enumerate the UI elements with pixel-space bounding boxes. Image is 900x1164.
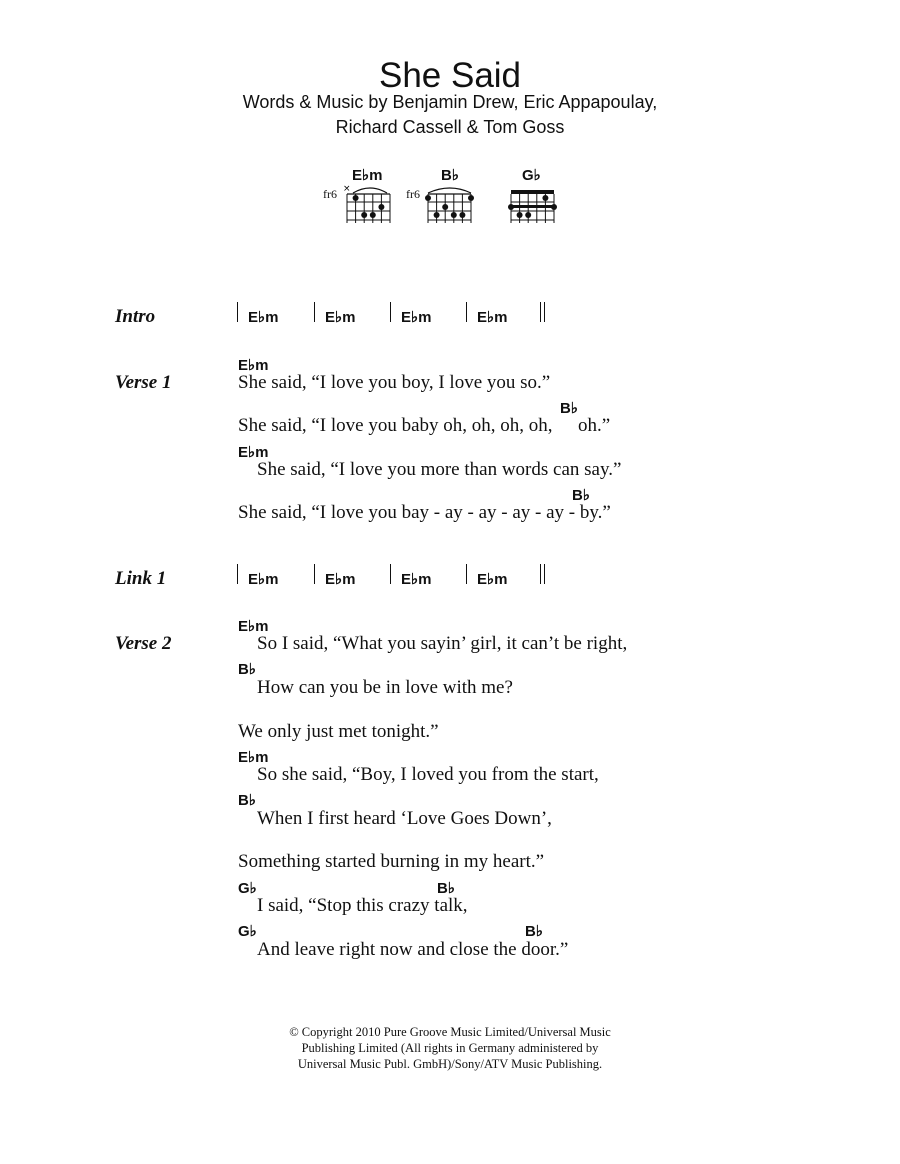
lyric-line: She said, “I love you baby oh, oh, oh, oh,: [238, 415, 553, 436]
final-barline: [540, 564, 545, 584]
bar-chord: E♭m: [248, 571, 279, 588]
barline: [314, 564, 315, 584]
barline: [237, 302, 238, 322]
bar-chord: E♭m: [401, 309, 432, 326]
chord-symbol: B♭: [525, 923, 543, 940]
chord-symbol: B♭: [238, 792, 256, 809]
chord-symbol: B♭: [560, 400, 578, 417]
final-barline: [540, 302, 545, 322]
chord-symbol: E♭m: [238, 357, 269, 374]
lyric-line: She said, “I love you more than words can say.”: [257, 459, 622, 480]
copyright-line: Publishing Limited (All rights in Germany administered by: [301, 1041, 599, 1055]
chord-symbol: G♭: [238, 880, 257, 897]
lyric-line: We only just met tonight.”: [238, 721, 439, 742]
lyric-line: She said, “I love you boy, I love you so.”: [238, 372, 551, 393]
copyright-line: Universal Music Publ. GmbH)/Sony/ATV Music Publishing.: [297, 1057, 603, 1071]
lyric-line: She said, “I love you bay - ay - ay - ay - ay - by.”: [238, 502, 611, 523]
lyric-line: So I said, “What you sayin’ girl, it can’t be right,: [257, 633, 628, 654]
lyric-line: I said, “Stop this crazy talk,: [257, 895, 468, 916]
lyric-line: Something started burning in my heart.”: [238, 851, 545, 872]
lyric-line: So she said, “Boy, I loved you from the start,: [257, 764, 599, 785]
chord-diagram-bb: [422, 182, 478, 226]
lyric-line: When I first heard ‘Love Goes Down’,: [257, 808, 552, 829]
chord-symbol: E♭m: [238, 749, 269, 766]
copyright-notice: [0, 1024, 900, 1072]
bar-chord: E♭m: [325, 309, 356, 326]
section-label-intro: Intro: [115, 306, 156, 327]
song-title: She Said: [378, 56, 522, 95]
chord-diagram-name: B♭: [441, 167, 459, 184]
bar-chord: E♭m: [477, 571, 508, 588]
bar-chord: E♭m: [248, 309, 279, 326]
barline: [466, 564, 467, 584]
chord-diagram-name: G♭: [522, 167, 541, 184]
barline: [237, 564, 238, 584]
chord-diagram-ebm: [340, 182, 394, 226]
barline: [314, 302, 315, 322]
chord-diagram-name: E♭m: [352, 167, 383, 184]
barline: [390, 302, 391, 322]
barline: [390, 564, 391, 584]
bar-chord: E♭m: [325, 571, 356, 588]
copyright-line: © Copyright 2010 Pure Groove Music Limited/Universal Music: [289, 1025, 611, 1039]
chord-symbol: E♭m: [238, 444, 269, 461]
credits-line-2: Richard Cassell & Tom Goss: [335, 117, 565, 137]
bar-chord: E♭m: [401, 571, 432, 588]
section-label-link-1: Link 1: [115, 568, 167, 589]
chord-symbol: B♭: [572, 487, 590, 504]
credits-line-1: Words & Music by Benjamin Drew, Eric Appapoulay,: [242, 92, 658, 112]
fret-label: fr6: [323, 187, 337, 201]
svg-text:×: ×: [343, 184, 351, 194]
bar-chord: E♭m: [477, 309, 508, 326]
chord-diagram-gb: [505, 182, 561, 226]
lyric-line: And leave right now and close the door.”: [257, 939, 569, 960]
chord-symbol: B♭: [437, 880, 455, 897]
lyric-line: How can you be in love with me?: [257, 677, 513, 698]
fret-label: fr6: [406, 187, 420, 201]
section-label-verse-2: Verse 2: [115, 633, 172, 654]
barline: [466, 302, 467, 322]
chord-symbol: E♭m: [238, 618, 269, 635]
lyric-line: oh.”: [578, 415, 611, 436]
section-label-verse-1: Verse 1: [115, 372, 172, 393]
chord-symbol: B♭: [238, 661, 256, 678]
chord-symbol: G♭: [238, 923, 257, 940]
